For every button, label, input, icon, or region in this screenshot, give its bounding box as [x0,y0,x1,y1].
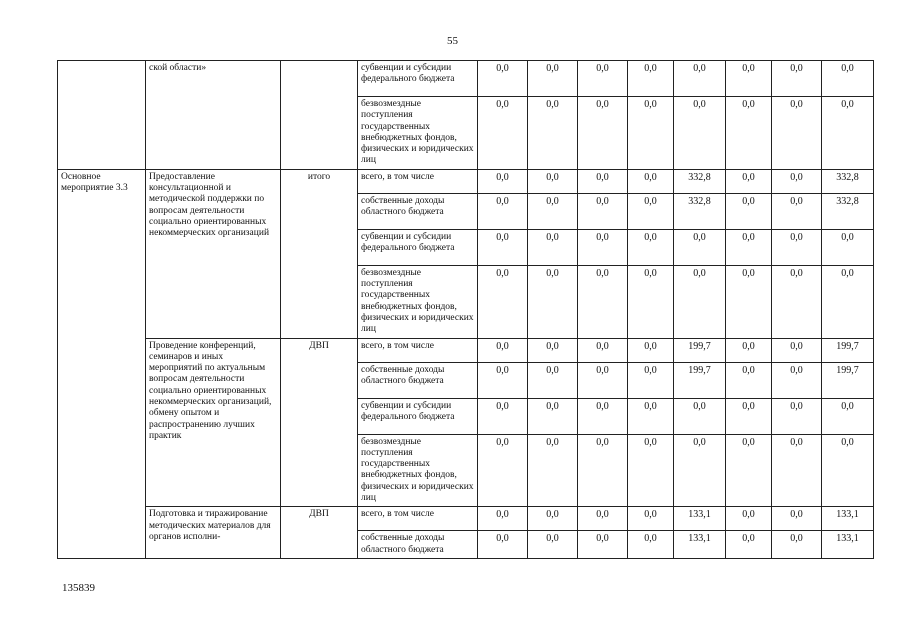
value-cell: 199,7 [822,338,874,362]
value-cell: 0,0 [478,97,528,170]
value-cell: 0,0 [726,265,772,338]
value-cell: 0,0 [772,97,822,170]
value-cell: 0,0 [772,193,822,229]
responsible-cell [281,61,358,170]
value-cell: 0,0 [822,61,874,97]
table-row [58,507,874,531]
value-cell: 0,0 [726,434,772,507]
value-cell: 0,0 [578,362,628,398]
value-cell: 0,0 [528,61,578,97]
funding-source-cell: собственные доходы областного бюджета [358,362,478,398]
value-cell: 0,0 [628,97,674,170]
budget-table [57,60,874,559]
value-cell: 0,0 [726,61,772,97]
value-cell: 0,0 [772,229,822,265]
value-cell: 0,0 [628,338,674,362]
document-code: 135839 [62,582,95,594]
funding-source-cell: безвозмездные поступления государственных внебюджетных фондов, физических и юридических лиц [358,434,478,507]
value-cell: 0,0 [628,265,674,338]
value-cell: 0,0 [478,507,528,531]
value-cell: 0,0 [478,169,528,193]
value-cell: 0,0 [628,169,674,193]
value-cell: 133,1 [822,507,874,531]
value-cell: 0,0 [628,434,674,507]
value-cell: 0,0 [478,531,528,559]
value-cell: 0,0 [578,61,628,97]
value-cell: 0,0 [772,169,822,193]
value-cell: 0,0 [528,97,578,170]
value-cell: 0,0 [578,265,628,338]
responsible-cell: ДВП [281,507,358,559]
funding-source-cell: всего, в том числе [358,338,478,362]
table-row [58,61,874,97]
value-cell: 0,0 [528,507,578,531]
value-cell: 0,0 [772,531,822,559]
value-cell: 0,0 [578,398,628,434]
value-cell: 0,0 [528,338,578,362]
funding-source-cell: субвенции и субсидии федерального бюджета [358,229,478,265]
value-cell: 0,0 [578,338,628,362]
page-number: 55 [447,35,458,47]
event-name-cell: Проведение конференций, семинаров и иных мероприятий по актуальным вопросам деятельности социально ориентированных некоммерческих организаций, обмену опытом и распространению лучших практик [146,338,281,507]
value-cell: 0,0 [528,362,578,398]
funding-source-cell: безвозмездные поступления государственных внебюджетных фондов, физических и юридических лиц [358,265,478,338]
funding-source-cell: всего, в том числе [358,507,478,531]
responsible-cell: ДВП [281,338,358,507]
value-cell: 199,7 [822,362,874,398]
value-cell: 0,0 [674,398,726,434]
value-cell: 0,0 [726,507,772,531]
value-cell: 0,0 [528,398,578,434]
value-cell: 0,0 [478,362,528,398]
value-cell: 0,0 [822,97,874,170]
value-cell: 0,0 [674,265,726,338]
value-cell: 0,0 [478,398,528,434]
value-cell: 0,0 [578,434,628,507]
value-cell: 0,0 [726,193,772,229]
main-event-cell: Основное мероприятие 3.3 [58,169,146,559]
value-cell: 0,0 [772,338,822,362]
funding-source-cell: собственные доходы областного бюджета [358,193,478,229]
value-cell: 0,0 [628,507,674,531]
event-name-cell: ской области» [146,61,281,170]
value-cell: 0,0 [478,265,528,338]
funding-source-cell: субвенции и субсидии федерального бюджета [358,398,478,434]
value-cell: 0,0 [726,338,772,362]
value-cell: 0,0 [726,362,772,398]
value-cell: 0,0 [528,265,578,338]
value-cell: 133,1 [822,531,874,559]
value-cell: 0,0 [726,398,772,434]
funding-source-cell: собственные доходы областного бюджета [358,531,478,559]
funding-source-cell: субвенции и субсидии федерального бюджета [358,61,478,97]
value-cell: 0,0 [628,193,674,229]
value-cell: 0,0 [674,434,726,507]
value-cell: 0,0 [772,61,822,97]
value-cell: 332,8 [822,193,874,229]
event-name-cell: Предоставление консультационной и методической поддержки по вопросам деятельности социально ориентированных некоммерческих организаций [146,169,281,338]
responsible-cell: итого [281,169,358,338]
value-cell: 0,0 [578,229,628,265]
funding-source-cell: всего, в том числе [358,169,478,193]
value-cell: 0,0 [674,229,726,265]
value-cell: 0,0 [726,531,772,559]
value-cell: 0,0 [628,362,674,398]
value-cell: 0,0 [628,229,674,265]
value-cell: 332,8 [822,169,874,193]
value-cell: 0,0 [822,265,874,338]
funding-source-cell: безвозмездные поступления государственных внебюджетных фондов, физических и юридических лиц [358,97,478,170]
main-event-cell [58,61,146,170]
value-cell: 0,0 [528,229,578,265]
value-cell: 0,0 [578,97,628,170]
value-cell: 0,0 [822,229,874,265]
value-cell: 0,0 [578,169,628,193]
value-cell: 332,8 [674,169,726,193]
value-cell: 0,0 [772,507,822,531]
value-cell: 0,0 [478,61,528,97]
value-cell: 0,0 [822,434,874,507]
event-name-cell: Подготовка и тиражирование методических материалов для органов исполни- [146,507,281,559]
value-cell: 0,0 [578,531,628,559]
value-cell: 0,0 [628,398,674,434]
table-row [58,169,874,193]
value-cell: 0,0 [628,531,674,559]
value-cell: 0,0 [822,398,874,434]
value-cell: 133,1 [674,507,726,531]
value-cell: 0,0 [674,97,726,170]
value-cell: 0,0 [528,193,578,229]
value-cell: 0,0 [578,193,628,229]
value-cell: 0,0 [726,229,772,265]
value-cell: 133,1 [674,531,726,559]
value-cell: 332,8 [674,193,726,229]
value-cell: 0,0 [726,169,772,193]
value-cell: 0,0 [478,338,528,362]
value-cell: 0,0 [578,507,628,531]
value-cell: 0,0 [772,265,822,338]
value-cell: 0,0 [772,434,822,507]
table-row [58,338,874,362]
value-cell: 0,0 [478,229,528,265]
value-cell: 0,0 [528,169,578,193]
value-cell: 0,0 [528,434,578,507]
value-cell: 0,0 [772,362,822,398]
value-cell: 0,0 [478,193,528,229]
value-cell: 199,7 [674,338,726,362]
value-cell: 0,0 [726,97,772,170]
value-cell: 199,7 [674,362,726,398]
value-cell: 0,0 [674,61,726,97]
value-cell: 0,0 [772,398,822,434]
value-cell: 0,0 [528,531,578,559]
value-cell: 0,0 [628,61,674,97]
value-cell: 0,0 [478,434,528,507]
